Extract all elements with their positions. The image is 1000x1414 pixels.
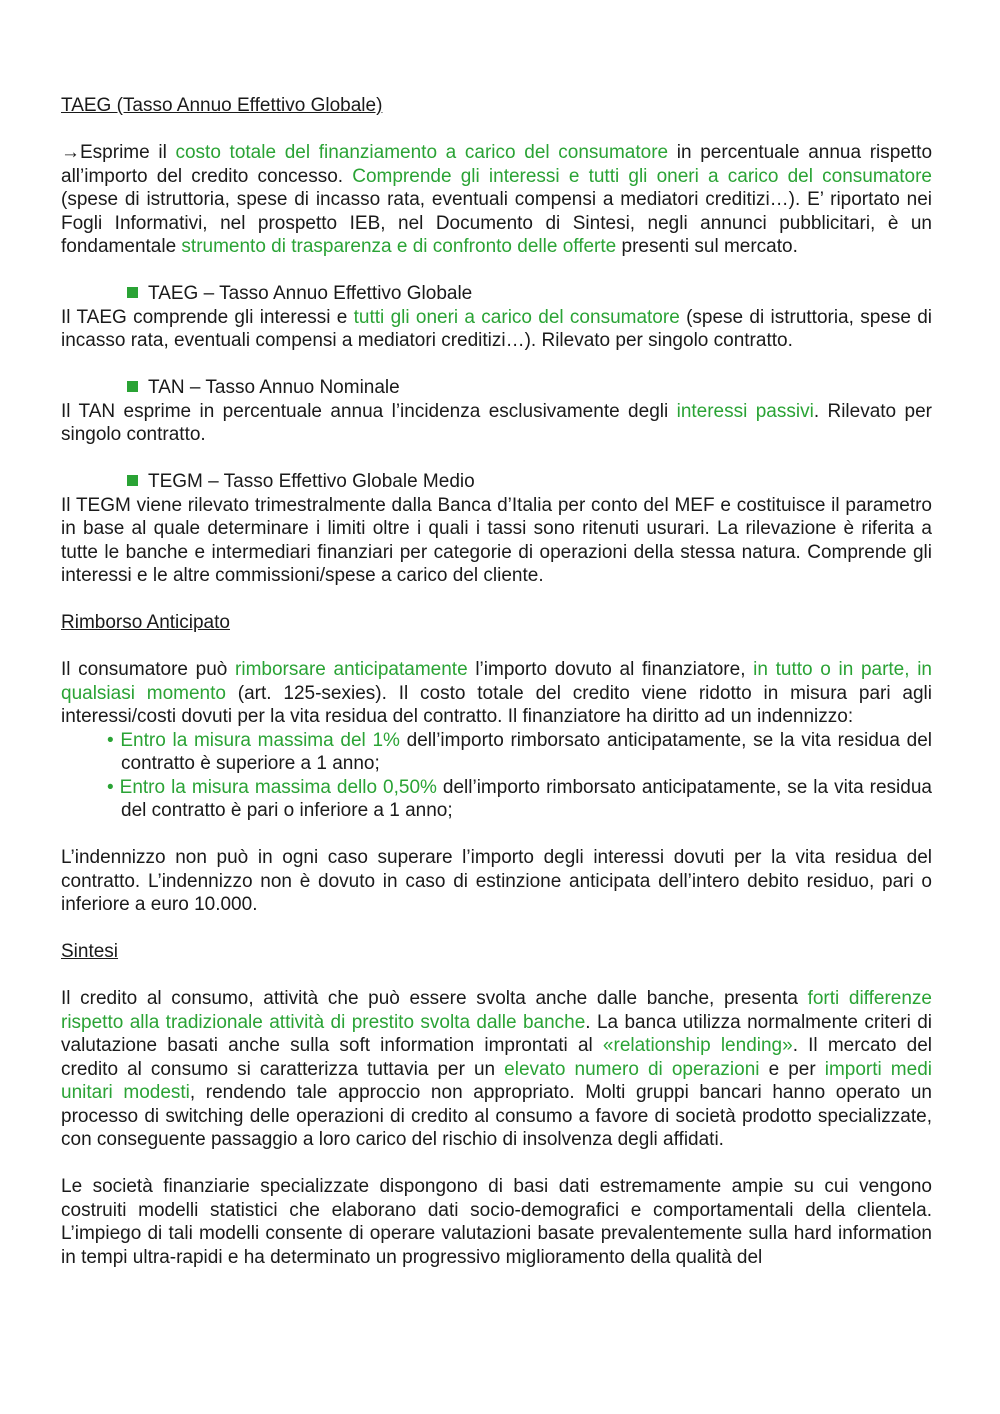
text-run: dell’importo rimborsato anticipatamente, se la vita residua del contratto è superiore a 1 anno;: [121, 729, 932, 774]
green-square-icon: [127, 287, 138, 298]
highlighted-text: tutti gli oneri a carico del consumatore: [353, 306, 680, 328]
text-run: Il TAN esprime in percentuale annua l’incidenza esclusivamente degli: [61, 400, 677, 422]
definition-title-tan: TAN – Tasso Annuo Nominale: [61, 376, 932, 400]
bullet-item: [61, 729, 932, 776]
text-run: presenti sul mercato.: [616, 236, 798, 257]
text-run: L’indennizzo non può in ogni caso superare l’importo degli interessi dovuti per la vita residua del contratto. L’indennizzo non è dovuto in caso di estinzione anticipata dell’intero debito residuo, pari o inferiore a euro 10.000.: [61, 847, 932, 915]
highlighted-text: Entro la misura massima del 1%: [120, 729, 400, 751]
text-run: , rendendo tale approccio non appropriato. Molti gruppi bancari hanno operato un processo di switching delle operazioni di credito al consumo a favore di società prodotto specializzate, con conseguente passaggio a loro carico del rischio di insolvenza degli affidati.: [61, 1082, 932, 1150]
text-run: in percentuale annua rispetto all’importo del credito concesso.: [61, 142, 933, 187]
text-run: dell’importo rimborsato anticipatamente, se la vita residua del contratto è pari o inferiore a 1 anno;: [121, 776, 932, 821]
definition-body-tan: [61, 400, 932, 447]
sintesi-paragraph-2: [61, 1175, 932, 1269]
highlighted-text: strumento di trasparenza e di confronto delle offerte: [181, 236, 617, 257]
text-run: . Rilevato per singolo contratto.: [61, 400, 932, 445]
text-run: . La banca utilizza normalmente criteri di valutazione basati anche sulla soft information improntati al: [61, 1011, 933, 1056]
rimborso-closing-paragraph: [61, 846, 932, 917]
text-run: Il credito al consumo, attività che può essere svolta anche dalle banche, presenta: [61, 988, 808, 1009]
section-heading-rimborso: Rimborso Anticipato: [61, 612, 230, 633]
definition-body-tegm: [61, 494, 932, 588]
text-run: l’importo dovuto al finanziatore,: [467, 659, 754, 680]
highlighted-text: importi medi unitari modesti: [61, 1058, 932, 1103]
green-square-icon: [127, 381, 138, 392]
text-run: →Esprime il: [61, 142, 176, 163]
rimborso-intro-paragraph: [61, 658, 932, 729]
text-run: Il TEGM viene rilevato trimestralmente dalla Banca d’Italia per conto del MEF e costituisce il parametro in base al quale determinare i limiti oltre i quali i tassi sono ritenuti usurari. La rilevazione è riferita a tutte le banche e intermediari finanziari per categorie di operazioni della stessa natura. Comprende gli interessi e le altre commissioni/spese a carico del cliente.: [61, 494, 932, 586]
bullet-dot-icon: •: [107, 776, 120, 798]
definition-title-tegm: TEGM – Tasso Effettivo Globale Medio: [61, 470, 932, 494]
bullet-item: [61, 776, 932, 823]
text-run: Le società finanziarie specializzate dispongono di basi dati estremamente ampie su cui vengono costruiti modelli statistici che elaborano dati socio-demografici e comportamentali della clientela. L’impiego di tali modelli consente di operare valutazioni basate prevalentemente sulla hard information in tempi ultra-rapidi e ha determinato un progressivo miglioramento della qualità del: [61, 1176, 932, 1268]
definition-title-taeg: TAEG – Tasso Annuo Effettivo Globale: [61, 282, 932, 306]
text-run: . Il mercato del credito al consumo si caratterizza tuttavia per un: [61, 1035, 932, 1080]
taeg-intro-paragraph: [61, 141, 932, 259]
text-run: Il TAEG comprende gli interessi e: [61, 306, 354, 328]
text-run: e per: [759, 1058, 825, 1080]
highlighted-text: rimborsare anticipatamente: [235, 659, 468, 680]
highlighted-text: «relationship lending»: [602, 1035, 793, 1056]
green-square-icon: [127, 475, 138, 486]
highlighted-text: interessi passivi: [676, 400, 814, 422]
section-heading-sintesi: Sintesi: [61, 941, 119, 962]
text-run: (art. 125-sexies). Il costo totale del credito viene ridotto in misura pari agli interessi/costi dovuti per la vita residua del contratto. Il finanziatore ha diritto ad un indennizzo:: [61, 682, 933, 727]
bullet-dot-icon: •: [107, 729, 121, 751]
highlighted-text: costo totale del finanziamento a carico del consumatore: [175, 142, 669, 163]
definition-body-taeg: [61, 306, 932, 353]
text-run: (spese di istruttoria, spese di incasso rata, eventuali compensi a mediatori creditizi…). Rilevato per singolo contratto.: [61, 306, 932, 351]
highlighted-text: forti differenze rispetto alla tradizionale attività di prestito svolta dalle banche: [61, 988, 932, 1033]
section-heading-taeg: TAEG (Tasso Annuo Effettivo Globale): [61, 95, 383, 116]
highlighted-text: elevato numero di operazioni: [504, 1058, 760, 1080]
highlighted-text: Entro la misura massima dello 0,50%: [119, 776, 437, 798]
text-run: (spese di istruttoria, spese di incasso rata, eventuali compensi a mediatori creditizi…). E’ riportato nei Fogli Informativi, nel prospetto IEB, nel Documento di Sintesi, negli annunci pubblicitari, è un fondamentale: [61, 189, 932, 257]
highlighted-text: in tutto o in parte, in qualsiasi momento: [61, 659, 932, 704]
sintesi-paragraph-1: [61, 987, 932, 1152]
highlighted-text: Comprende gli interessi e tutti gli oneri a carico del consumatore: [352, 165, 932, 187]
text-run: Il consumatore può: [61, 659, 236, 680]
